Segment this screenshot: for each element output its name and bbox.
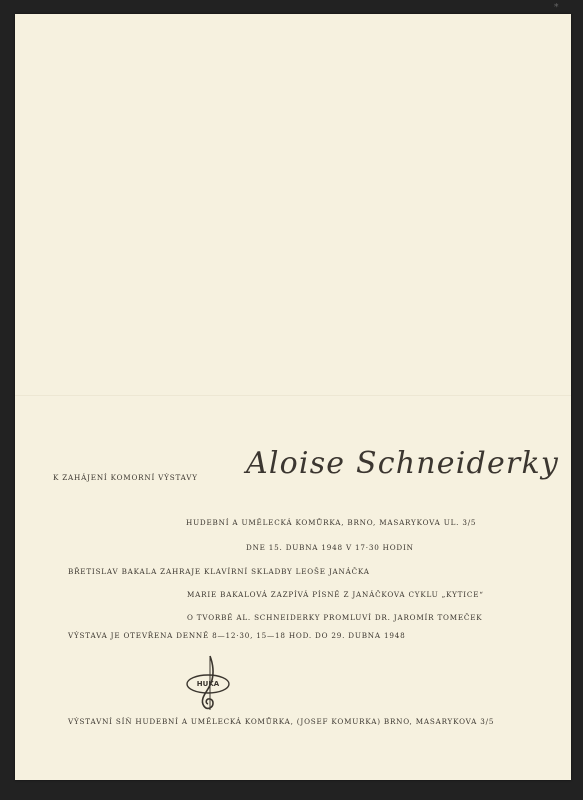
corner-mark: * [554,3,559,13]
footer-text: VÝSTAVNÍ SÍŇ HUDEBNÍ A UMĚLECKÁ KOMŮRKA, (JOSEF KOMURKA) BRNO, MASARYKOVA 3/5 [68,717,495,726]
date-line: DNE 15. DUBNA 1948 V 17·30 HODIN [246,543,414,552]
singer-line: MARIE BAKALOVÁ ZAZPÍVÁ PÍSNĚ Z JANÁČKOVA CYKLU „KYTICE“ [187,590,484,599]
pianist-line: BŘETISLAV BAKALA ZAHRAJE KLAVÍRNÍ SKLADBY LEOŠE JANÁČKA [68,567,370,576]
invitation-card [15,14,571,780]
speaker-line: O TVORBĚ AL. SCHNEIDERKY PROMLUVÍ DR. JAROMÍR TOMEČEK [187,613,483,622]
intro-text: K ZAHÁJENÍ KOMORNÍ VÝSTAVY [53,473,198,482]
venue-line: HUDEBNÍ A UMĚLECKÁ KOMŮRKA, BRNO, MASARYKOVA UL. 3/5 [186,518,477,527]
artist-name: Aloise Schneiderky [246,446,559,481]
huka-logo [183,654,233,722]
opening-hours-line: VÝSTAVA JE OTEVŘENA DENNĚ 8—12·30, 15—18 HOD. DO 29. DUBNA 1948 [68,631,406,640]
logo-text: HUKA [196,680,220,688]
fold-line [15,395,571,397]
